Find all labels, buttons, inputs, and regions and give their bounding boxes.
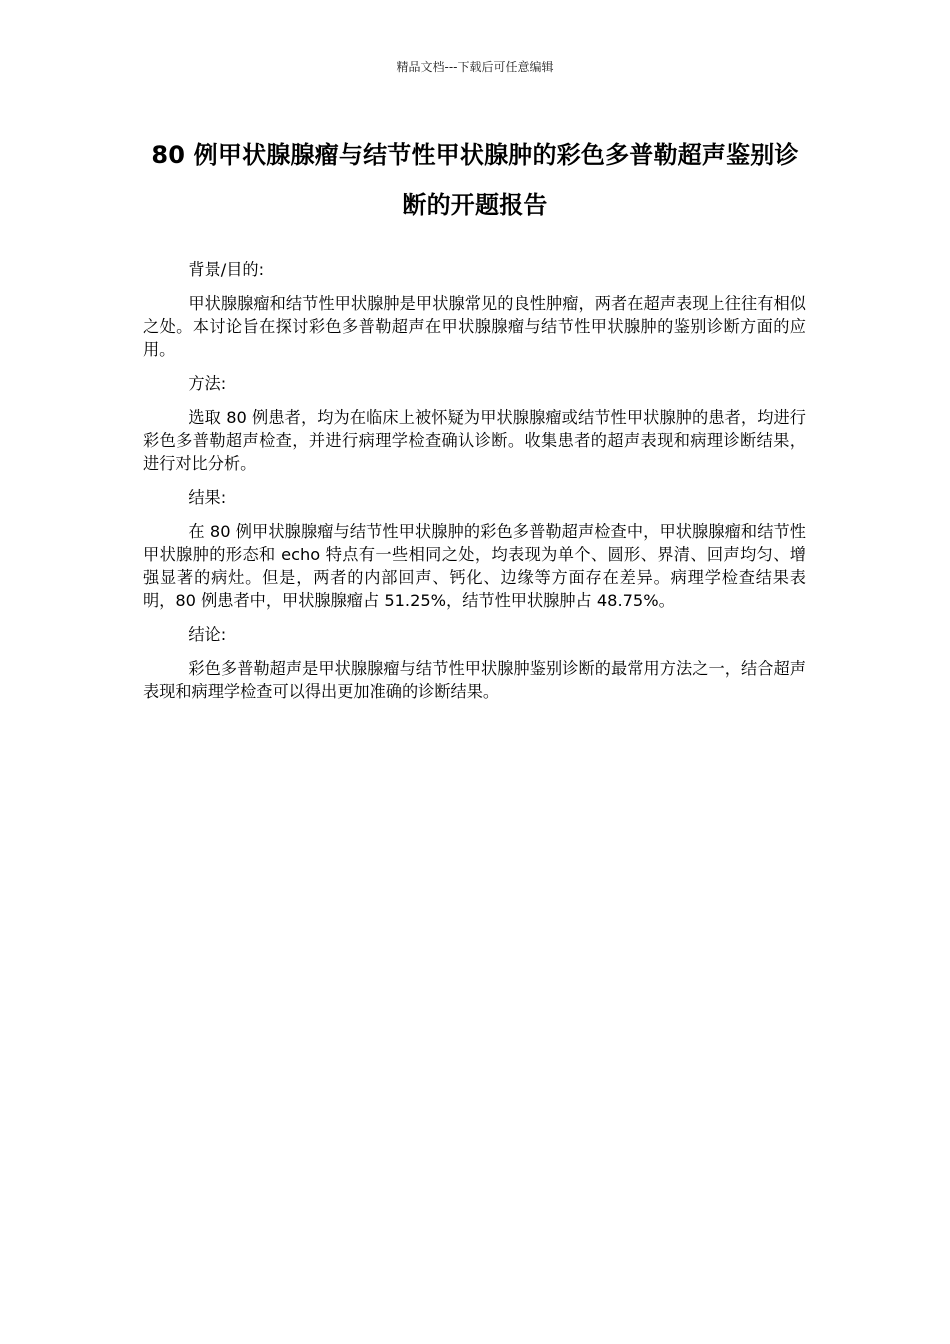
background-heading: 背景/目的: bbox=[188, 260, 265, 279]
methods-paragraph: 选取 80 例患者，均为在临床上被怀疑为甲状腺腺瘤或结节性甲状腺肿的患者，均进行彩色多普勒超声检查，并进行病理学检查确认诊断。收集患者的超声表现和病理诊断结果，进行对比分析。 bbox=[143, 408, 806, 473]
page-title: 80 例甲状腺腺瘤与结节性甲状腺肿的彩色多普勒超声鉴别诊断的开题报告 bbox=[151, 141, 799, 219]
conclusion-paragraph: 彩色多普勒超声是甲状腺腺瘤与结节性甲状腺肿鉴别诊断的最常用方法之一，结合超声表现和病理学检查可以得出更加准确的诊断结果。 bbox=[143, 659, 806, 701]
header-note: 精品文档---下载后可任意编辑 bbox=[396, 60, 554, 74]
document-body bbox=[143, 258, 806, 714]
background-paragraph: 甲状腺腺瘤和结节性甲状腺肿是甲状腺常见的良性肿瘤，两者在超声表现上往往有相似之处。本讨论旨在探讨彩色多普勒超声在甲状腺腺瘤与结节性甲状腺肿的鉴别诊断方面的应用。 bbox=[143, 294, 806, 359]
results-heading: 结果: bbox=[188, 488, 227, 507]
results-paragraph: 在 80 例甲状腺腺瘤与结节性甲状腺肿的彩色多普勒超声检查中，甲状腺腺瘤和结节性甲状腺肿的形态和 echo 特点有一些相同之处，均表现为单个、圆形、界清、回声均匀、增强显著的病灶。但是，两者的内部回声、钙化、边缘等方面存在差异。病理学检查结果表明，80 例患者中，甲状腺腺瘤占 51.25%，结节性甲状腺肿占 48.75%。 bbox=[143, 522, 806, 610]
methods-heading: 方法: bbox=[188, 374, 227, 393]
conclusion-heading: 结论: bbox=[188, 625, 227, 644]
